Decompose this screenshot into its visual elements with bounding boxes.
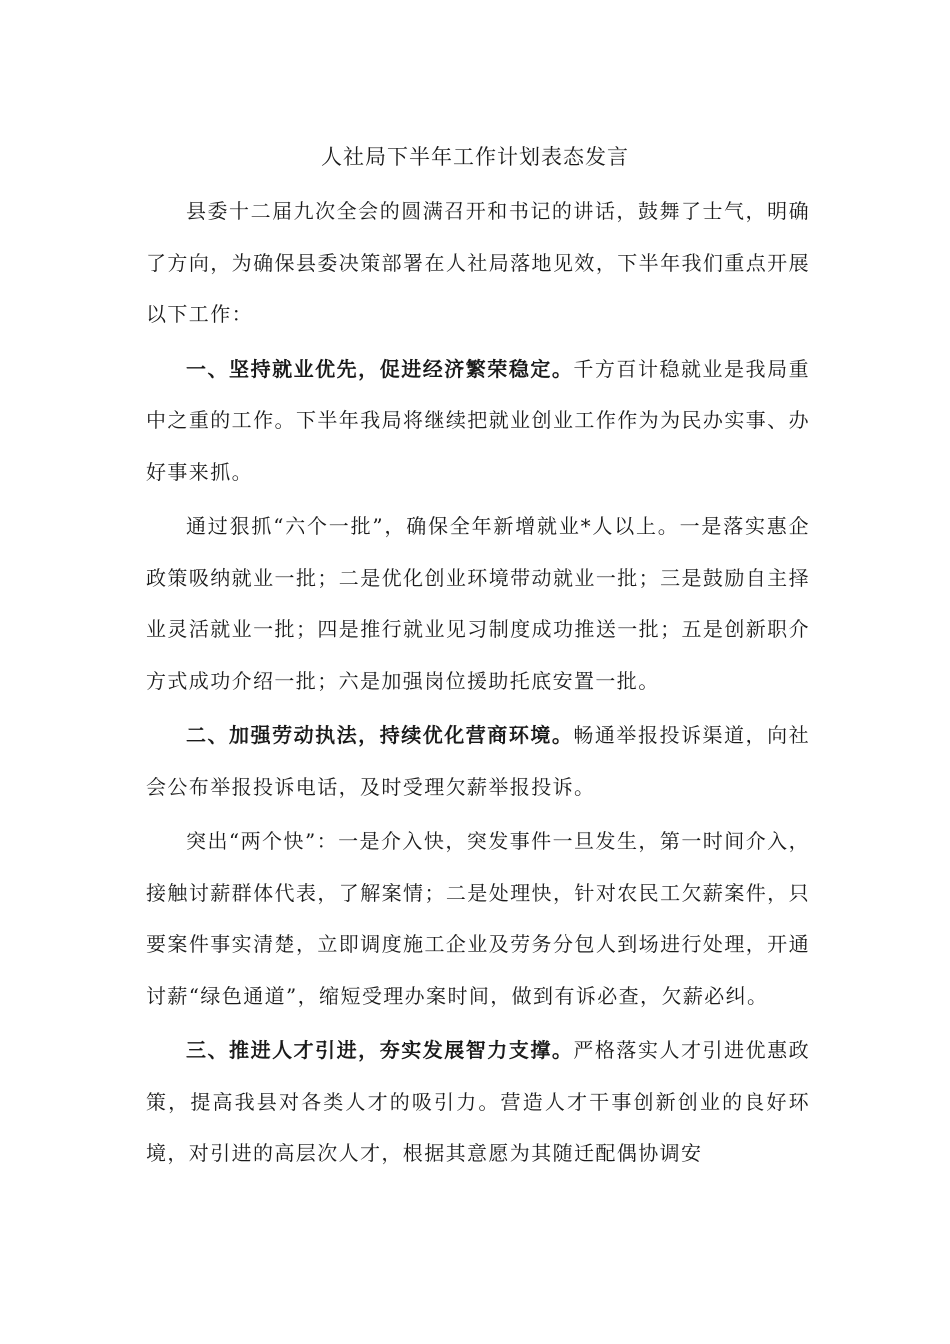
paragraph-text: 严格落实人才引进优惠政策，提高我县对各类人才的吸引力。营造人才干事创新创业的良好环境，对引进的高层次人才，根据其意愿为其随迁配偶协调安: [146, 1038, 811, 1165]
paragraph-section-1: [146, 344, 810, 499]
paragraph-text: 千方百计稳就业是我局重中之重的工作。下半年我局将继续把就业创业工作作为为民办实事、办好事来抓。: [146, 356, 811, 484]
section-heading: 三、推进人才引进，夯实发展智力支撑。: [186, 1038, 574, 1062]
paragraph-section-3: [146, 1025, 810, 1180]
section-heading: 二、加强劳动执法，持续优化营商环境。: [186, 723, 574, 747]
document-body: [146, 186, 810, 1180]
paragraph-text: 通过狠抓“六个一批”，确保全年新增就业*人以上。一是落实惠企政策吸纳就业一批；二是优化创业环境带动就业一批；三是鼓励自主择业灵活就业一批；四是推行就业见习制度成功推送一批；五是创新职介方式成功介绍一批；六是加强岗位援助托底安置一批。: [146, 514, 810, 693]
document-title: 人社局下半年工作计划表态发言: [321, 145, 629, 169]
paragraph-text: 突出“两个快”：一是介入快，突发事件一旦发生，第一时间介入，接触讨薪群体代表，了解案情；二是处理快，针对农民工欠薪案件，只要案件事实清楚，立即调度施工企业及劳务分包人到场进行处理，开通讨薪“绿色通道”，缩短受理办案时间，做到有诉必查，欠薪必纠。: [146, 829, 810, 1008]
paragraph-six-batches: [146, 501, 810, 707]
paragraph-intro: [146, 186, 810, 341]
paragraph-section-2: [146, 710, 810, 813]
paragraph-two-fast: [146, 816, 810, 1022]
section-heading: 一、坚持就业优先，促进经济繁荣稳定。: [186, 356, 574, 381]
paragraph-text: 县委十二届九次全会的圆满召开和书记的讲话，鼓舞了士气，明确了方向，为确保县委决策部署在人社局落地见效，下半年我们重点开展以下工作：: [146, 199, 810, 326]
paragraph-text: 畅通举报投诉渠道，向社会公布举报投诉电话，及时受理欠薪举报投诉。: [146, 723, 811, 799]
